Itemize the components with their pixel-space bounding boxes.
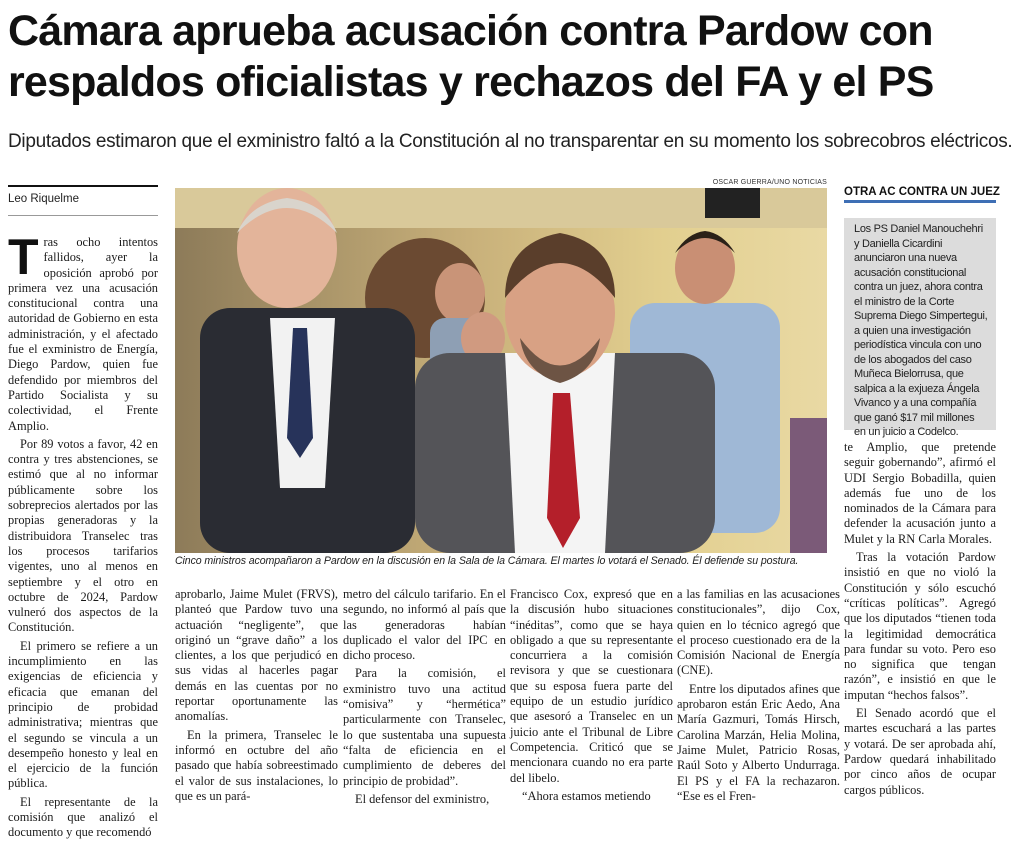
subheadline: Diputados estimaron que el exministro faltó a la Constitución al no transparentar en su momento los sobrecobros eléctricos. — [8, 131, 1012, 152]
paragraph: te Amplio, que pretende seguir gobernando”, afirmó el UDI Sergio Bobadilla, quien además fue uno de los nominados de la Cámara para defender la acusación junto a Mulet y la RN Carla Morales. — [844, 440, 996, 546]
sidebar-body: Los PS Daniel Manouchehri y Daniella Cicardini anunciaron una nueva acusación constitucional contra un juez, ahora contra el ministro de la Corte Suprema Diego Simpertegui, a quien una investigación periodística vincula con uno de los abogados del caso Muñeca Bielorrusa, que salpica a la exjueza Ángela Vivanco y a una compañía que ganó $17 mil millones en un juicio a Codelco. — [854, 223, 988, 438]
paragraph: El primero se refiere a un incumplimiento en las exigencias de eficiencia y eficacia que emanan del principio de probidad administrativa; mientras que el segundo se vincula a un desempeño honesto y leal en el ejercicio de la función pública. — [8, 638, 158, 791]
paragraph: El representante de la comisión que analizó el documento y que recomendó — [8, 794, 158, 840]
headline — [8, 6, 993, 108]
byline: Leo Riquelme — [8, 193, 79, 205]
sidebar-heading: OTRA AC CONTRA UN JUEZ — [844, 186, 996, 203]
paragraph: El Senado acordó que el martes escuchará a las partes y votará. De ser aprobada ahí, Pardow quedará inhabilitado por cinco años de ocupar cargos públicos. — [844, 706, 996, 797]
article-column-3 — [343, 587, 506, 807]
paragraph: “Ahora estamos metiendo — [522, 788, 651, 803]
byline-bottom-rule — [8, 215, 158, 216]
paragraph: Entre los diputados afines que aprobaron están Eric Aedo, Ana María Gazmuri, Tomás Hirsch, Carolina Marzán, Helia Molina, Jaime Mulet, Patricio Rosas, Raúl Soto y Alberto Undurraga. El PS y el FA la rechazaron. “Ese es el Fren- — [677, 681, 840, 803]
paragraph — [8, 229, 158, 434]
article-column-5 — [677, 587, 840, 804]
paragraph: Tras la votación Pardow insistió en que no violó la Constitución y sólo escuchó “críticas políticas”. Agregó que los diputados “tienen toda la legitimidad democrática para fundar su voto. Pero eso no significa que tengan razón”, e insistió en que le imputan “hechos falsos”. — [844, 550, 996, 702]
paragraph: Francisco Cox, expresó que en la discusión hubo situaciones “inéditas”, como que se haya obligado a que su representante concurriera a la comisión revisora y que se cuestionara que su esposa fuera parte del equipo de un estudio jurídico que asesoró a Transelec en un juicio ante el Tribunal de Libre Competencia. Criticó que se mencionara cuando no era parte del libelo. — [510, 587, 673, 785]
paragraph: Para la comisión, el exministro tuvo una actitud “omisiva” y “hermética” particularmente con Transelec, lo que sustentaba una supuesta “falta de eficiencia en el cumplimiento de deberes del principio de probidad”. — [343, 666, 506, 788]
headline-line-2: respaldos oficialistas y rechazos del FA y el PS — [8, 58, 934, 106]
article-column-4 — [510, 587, 673, 804]
news-photo — [175, 188, 827, 553]
article-column-2 — [175, 587, 338, 804]
paragraph: En la primera, Transelec le informó en octubre del año pasado que había sobreestimado el valor de sus instalaciones, lo que es un pará- — [175, 727, 338, 803]
paragraph: a las familias en las acusaciones constitucionales”, dijo Cox, quien en lo técnico agregó que el proceso cuestionado era de la Comisión Nacional de Energía (CNE). — [677, 587, 840, 678]
photo-illustration — [175, 188, 827, 553]
article-column-6 — [844, 440, 996, 798]
paragraph: metro del cálculo tarifario. En el segundo, no informó al país que las generadoras habían duplicado el valor del IPC en dicho proceso. — [343, 587, 506, 663]
headline-line-1: Cámara aprueba acusación contra Pardow con — [8, 7, 933, 55]
article-column-1 — [8, 229, 158, 841]
photo-credit: OSCAR GUERRA/UNO NOTICIAS — [712, 179, 827, 186]
paragraph-text: ras ocho intentos fallidos, ayer la oposición aprobó por primera vez una acusación constitucional contra una autoridad de Gobierno en esta administración, y el afectado fue el exministro de Energía, Diego Pardow, quien fue defendido por miembros del Partido Socialista y su colectividad, el Frente Amplio. — [8, 235, 158, 433]
sidebar-box — [844, 218, 996, 438]
paragraph: aprobarlo, Jaime Mulet (FRVS), planteó que Pardow tuvo una actuación “negligente”, que originó un “grave daño” a los clientes, a los que perjudicó en sus vidas al hacerles pagar demás en las cuentas por no reportar oportunamente las anomalías. — [175, 587, 338, 724]
paragraph: El defensor del exministro, — [355, 791, 490, 806]
drop-cap: T — [8, 229, 39, 285]
photo-caption: Cinco ministros acompañaron a Pardow en la discusión en la Sala de la Cámara. El martes lo votará el Senado. Él defiende su postura. — [175, 555, 799, 567]
byline-top-rule — [8, 185, 158, 187]
paragraph: Por 89 votos a favor, 42 en contra y tres abstenciones, se estimó que al no informar públicamente sobre los sobreprecios alertados por las propias generadoras y la distribuidora Transelec tras los procesos tarifarios vigentes, uno al menos en septiembre y el otro en octubre de 2024, Pardow vulneró dos aspectos de la Constitución. — [8, 436, 158, 635]
